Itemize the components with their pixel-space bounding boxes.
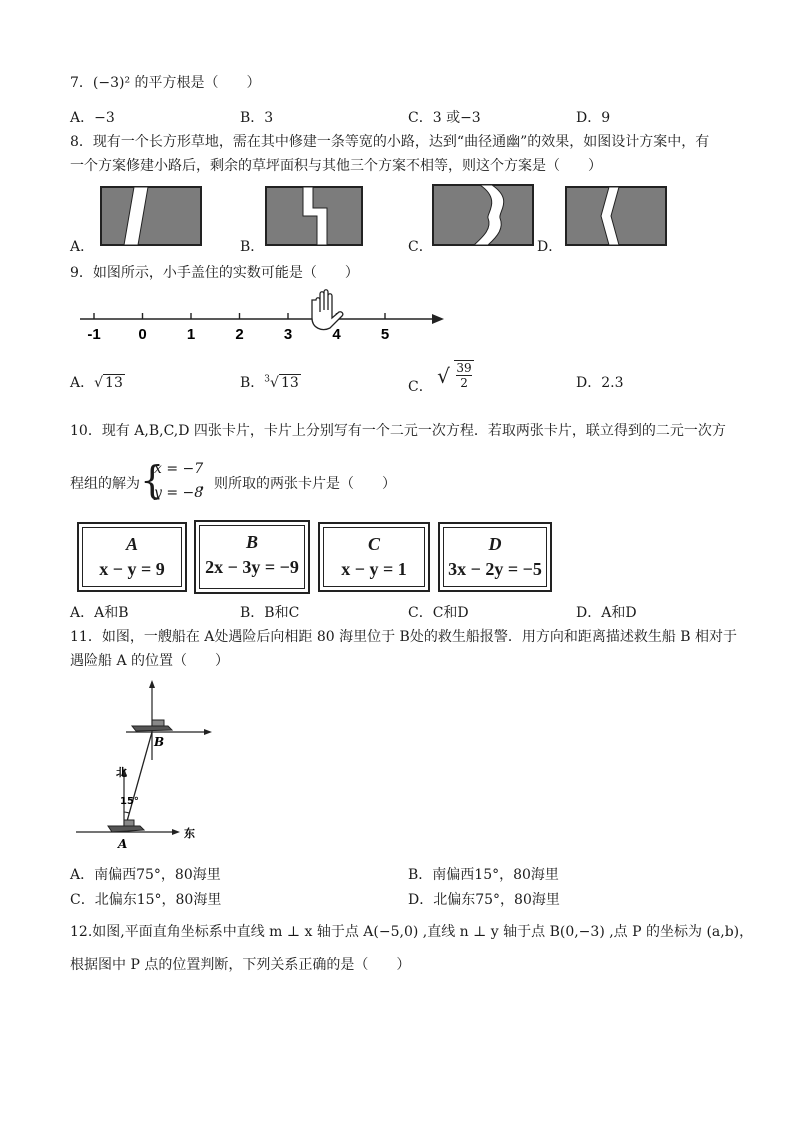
q11-line2: 遇险船 A 的位置（ ） (70, 653, 230, 669)
q9-option-d[interactable]: D．2.3 (576, 375, 624, 391)
system-eq1: x = −7 (154, 461, 204, 477)
card-d[interactable]: D 3x − 2y = −5 (438, 522, 552, 592)
tick-label: -1 (87, 326, 101, 343)
q10-option-d[interactable]: D．A和D (576, 605, 637, 621)
q11-option-b[interactable]: B．南偏西15°，80海里 (408, 867, 559, 883)
q11-figure (72, 680, 222, 852)
tick-label: 2 (235, 326, 244, 343)
q8-figure-a (100, 186, 202, 246)
angle-label: 15° (120, 796, 139, 807)
q8-option-a[interactable]: A． (70, 239, 95, 255)
point-a-label: A (118, 837, 128, 851)
q7-stem: 7．(−3)² 的平方根是（ ） (70, 75, 261, 91)
q9-stem: 9．如图所示，小手盖住的实数可能是（ ） (70, 265, 359, 281)
q9-option-b[interactable]: B．$^3$√ 13 (240, 374, 299, 391)
system-eq2: y = −8 (154, 485, 204, 501)
q9-option-c[interactable]: C． √ $\frac{39}{2}$ (408, 361, 472, 395)
q12-line2: 根据图中 P 点的位置判断，下列关系正确的是（ ） (70, 957, 411, 973)
q10-line1: 10．现有 A,B,C,D 四张卡片，卡片上分别写有一个二元一次方程．若取两张卡片，联立得到的二元一次方 (70, 423, 726, 439)
q7-option-a[interactable]: A．−3 (70, 110, 115, 126)
q11-option-a[interactable]: A．南偏西75°，80海里 (70, 867, 221, 883)
q10-option-c[interactable]: C．C和D (408, 605, 469, 621)
q10-line2-post: ，则所取的两张卡片是（ ） (200, 476, 396, 492)
q10-option-b[interactable]: B．B和C (240, 605, 300, 621)
tick-label: 5 (380, 326, 390, 343)
q8-figure-c (432, 184, 534, 246)
q10-line2-pre: 程组的解为 (70, 476, 140, 492)
q8-figure-b (265, 186, 363, 246)
tick-label: 4 (332, 326, 341, 343)
q7-option-c[interactable]: C．3 或−3 (408, 110, 481, 126)
q7-option-b[interactable]: B．3 (240, 110, 274, 126)
q8-option-b[interactable]: B． (240, 239, 265, 255)
tick-label: 0 (138, 326, 147, 343)
tick-label: 3 (283, 326, 293, 343)
north-label: 北 (116, 766, 127, 779)
q8-line1: 8．现有一个长方形草地，需在其中修建一条等宽的小路，达到“曲径通幽”的效果，如图设计方案中，有 (70, 134, 710, 150)
system-brace: { (140, 458, 165, 502)
card-c[interactable]: C x − y = 1 (318, 522, 430, 592)
card-a[interactable]: A x − y = 9 (77, 522, 187, 592)
q7-option-d[interactable]: D．9 (576, 110, 611, 126)
q8-line2: 一个方案修建小路后，剩余的草坪面积与其他三个方案不相等，则这个方案是（ ） (70, 158, 602, 174)
q11-line1: 11．如图，一艘船在 A处遇险后向相距 80 海里位于 B处的救生船报警．用方向和距离描述救生船 B 相对于 (70, 629, 738, 645)
hand-icon (312, 290, 343, 330)
q12-line1: 12.如图,平面直角坐标系中直线 m ⊥ x 轴于点 A(−5,0) ,直线 n ⊥ y 轴于点 B(0,−3) ,点 P 的坐标为 (a,b)， (70, 924, 754, 940)
card-b[interactable]: B 2x − 3y = −9 (194, 520, 310, 594)
q11-option-d[interactable]: D．北偏东75°，80海里 (408, 892, 560, 908)
point-b-label: B (154, 735, 165, 749)
q9-option-a[interactable]: A．√ 13 (70, 375, 123, 391)
radicand: 13 (105, 375, 123, 391)
east-label: 东 (184, 827, 195, 840)
q8-figure-d (565, 186, 667, 246)
q9-number-line (80, 288, 450, 350)
q10-option-a[interactable]: A．A和B (70, 605, 129, 621)
q11-option-c[interactable]: C．北偏东15°，80海里 (70, 892, 222, 908)
q8-option-c[interactable]: C． (408, 239, 433, 255)
q8-option-d[interactable]: D． (537, 239, 563, 255)
tick-label: 1 (186, 326, 196, 343)
